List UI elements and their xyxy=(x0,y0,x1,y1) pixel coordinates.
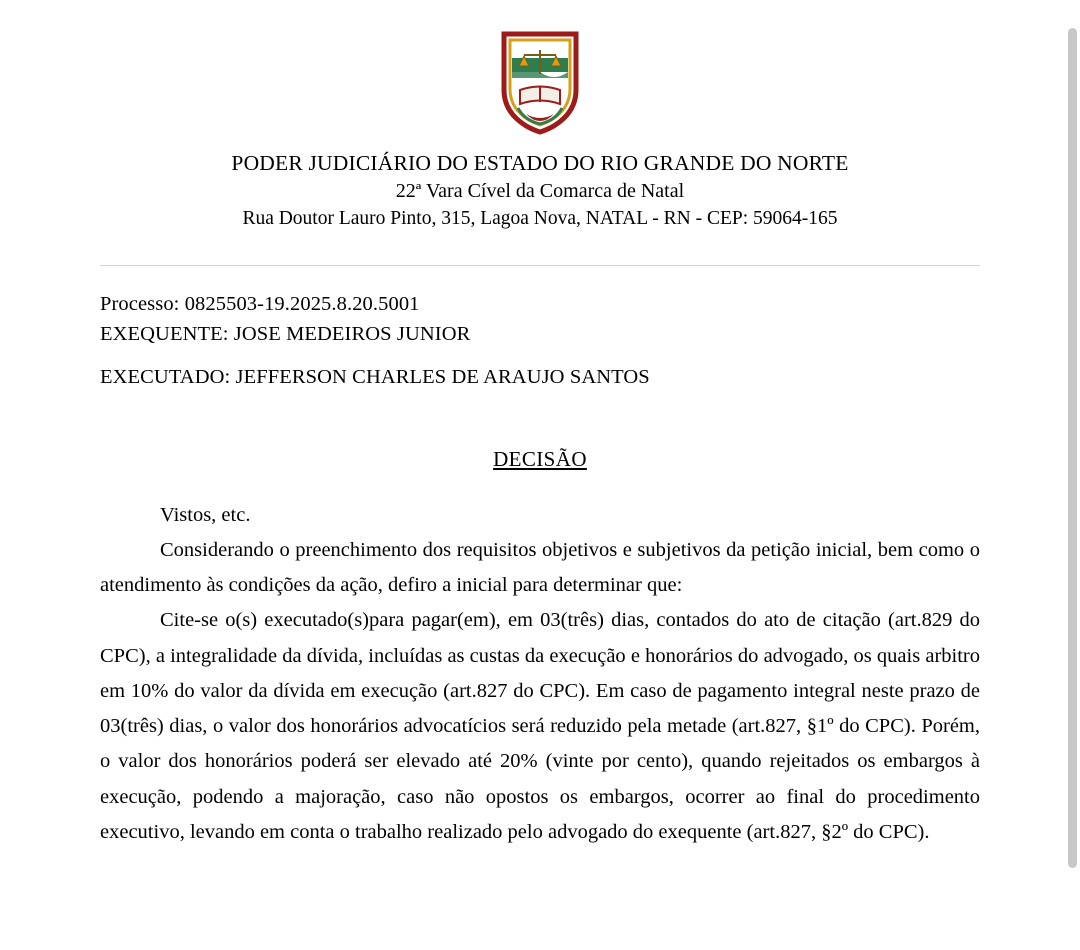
exequente-line: EXEQUENTE: JOSE MEDEIROS JUNIOR xyxy=(100,322,471,345)
decision-paragraph-2: Considerando o preenchimento dos requisitos objetivos e subjetivos da petição inicial, bem como o atendimento às condições da ação, defiro a inicial para determinar que: xyxy=(100,538,980,597)
brasao-rio-grande-do-norte-icon xyxy=(498,28,582,136)
decision-heading: DECISÃO xyxy=(493,446,587,471)
decision-paragraph-1: Vistos, etc. xyxy=(160,503,251,526)
spacer xyxy=(100,350,980,363)
executado-line: EXECUTADO: JEFFERSON CHARLES DE ARAUJO SANTOS xyxy=(100,365,650,388)
document-body xyxy=(100,266,980,850)
vertical-scrollbar[interactable] xyxy=(1064,0,1080,950)
scrollbar-thumb[interactable] xyxy=(1068,28,1077,868)
decision-paragraph-3: Cite-se o(s) executado(s)para pagar(em), em 03(três) dias, contados do ato de citação (art.829 do CPC), a integralidade da dívida, incluídas as custas da execução e honorários do advogado, os quais arbitro em 10% do valor da dívida em execução (art.827 do CPC). Em caso de pagamento integral neste prazo de 03(três) dias, o valor dos honorários advocatícios será reduzido pela metade (art.827, §1º do CPC). Porém, o valor dos honorários poderá ser elevado até 20% (vinte por cento), quando rejeitados os embargos à execução, podendo a majoração, caso não opostos os embargos, ocorrer ao final do procedimento executivo, levando em conta o trabalho realizado pelo advogado do exequente (art.827, §2º do CPC). xyxy=(100,609,980,843)
court-title: PODER JUDICIÁRIO DO ESTADO DO RIO GRANDE DO NORTE xyxy=(231,151,849,175)
document-header xyxy=(0,0,1080,233)
court-address: Rua Doutor Lauro Pinto, 315, Lagoa Nova, NATAL - RN - CEP: 59064-165 xyxy=(242,208,838,230)
court-division: 22ª Vara Cível da Comarca de Natal xyxy=(395,179,685,202)
process-number: Processo: 0825503-19.2025.8.20.5001 xyxy=(100,292,420,315)
